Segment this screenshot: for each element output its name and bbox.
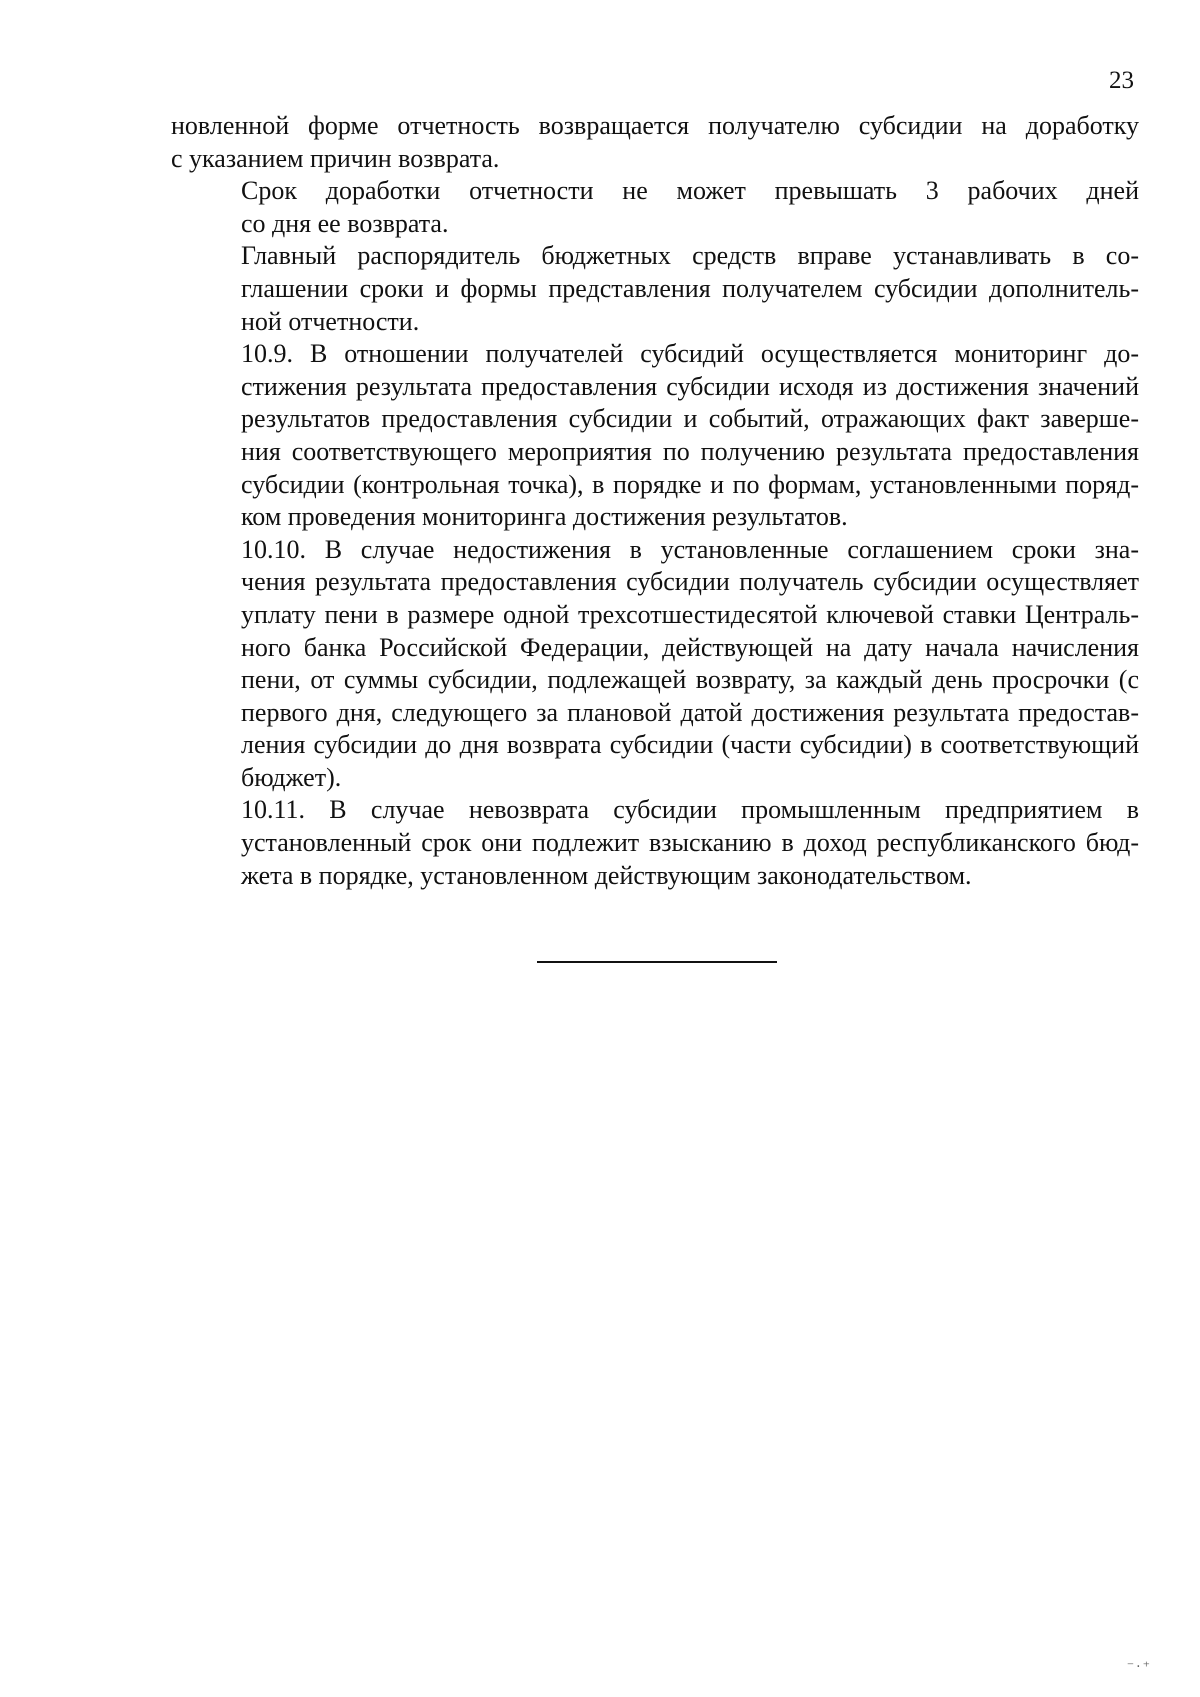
text-line: установленный срок они подлежит взысканию в доход республиканского бюд- [241,828,1139,858]
text-line: 10.9. В отношении получателей субсидий осуществляется мониторинг до- [241,339,1139,369]
text-line: жета в порядке, установленном действующим законодательством. [241,860,972,890]
text-line: ком проведения мониторинга достижения результатов. [241,502,848,532]
text-line: результатов предоставления субсидии и событий, отражающих факт заверше- [241,404,1139,434]
text-line: с указанием причин возврата. [171,143,500,173]
text-line: пени, от суммы субсидии, подлежащей возврату, за каждый день просрочки (с [241,665,1139,695]
document-body [171,110,1139,892]
text-line: 10.11. В случае невозврата субсидии промышленным предприятием в [241,795,1139,825]
text-line: Главный распорядитель бюджетных средств вправе устанавливать в со- [241,241,1139,271]
text-line: ной отчетности. [241,306,420,336]
paragraph-continuation [171,110,1139,175]
paragraph-chief-administrator [171,240,1139,338]
text-line: глашении сроки и формы представления получателем субсидии дополнитель- [241,273,1139,303]
text-line: субсидии (контрольная точка), в порядке и по формам, установленными поряд- [241,469,1139,499]
text-line: новленной форме отчетность возвращается получателю субсидии на доработку [171,111,1139,140]
text-line: ления субсидии до дня возврата субсидии (части субсидии) в соответствующий [241,730,1139,760]
scan-mark: ⁻·⁺ [1126,1659,1152,1675]
text-line: 10.10. В случае недостижения в установленные соглашением сроки зна- [241,534,1139,564]
closing-divider [537,961,777,963]
paragraph-10-9 [171,338,1139,534]
paragraph-10-10 [171,534,1139,795]
text-line: ного банка Российской Федерации, действующей на дату начала начисления [241,632,1139,662]
text-line: уплату пени в размере одной трехсотшестидесятой ключевой ставки Централь- [241,599,1139,629]
text-line: со дня ее возврата. [241,208,449,238]
page-number: 23 [1109,67,1134,94]
paragraph-10-11 [171,794,1139,892]
text-line: бюджет). [241,762,342,792]
paragraph-revision-term [171,175,1139,240]
text-line: Срок доработки отчетности не может превышать 3 рабочих дней [241,176,1139,206]
text-line: ния соответствующего мероприятия по получению результата предоставления [241,436,1139,466]
text-line: первого дня, следующего за плановой датой достижения результата предостав- [241,697,1139,727]
text-line: чения результата предоставления субсидии получатель субсидии осуществляет [241,567,1139,597]
text-line: стижения результата предоставления субсидии исходя из достижения значений [241,371,1139,401]
